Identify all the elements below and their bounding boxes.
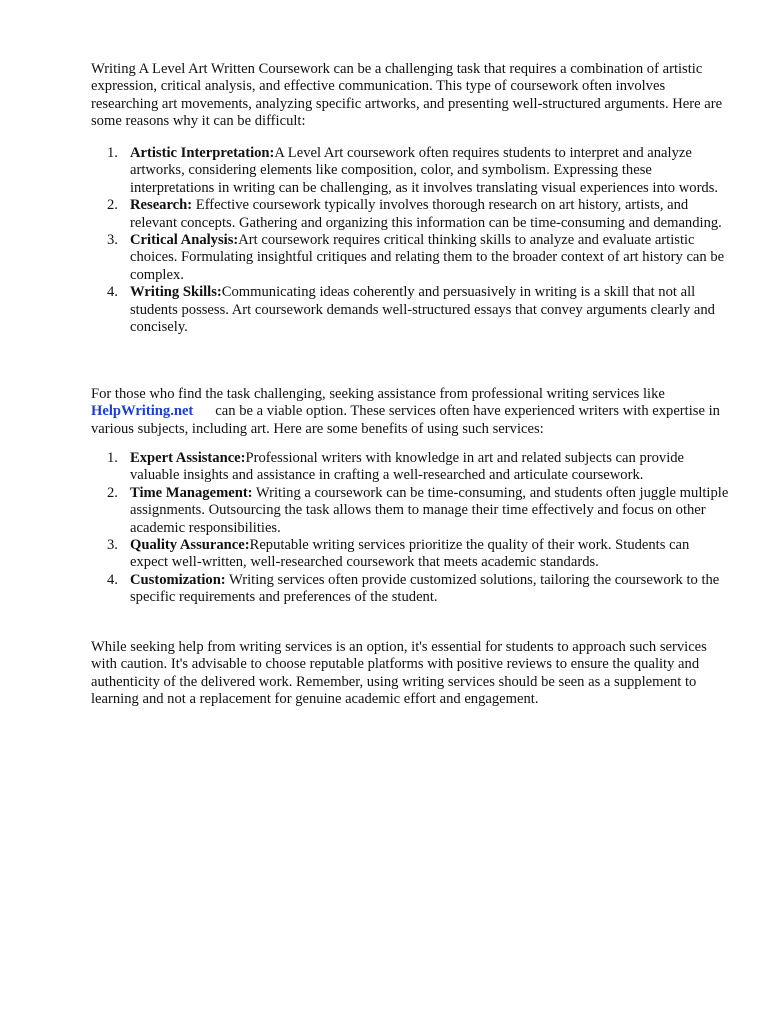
list-item-number: 1. bbox=[107, 145, 118, 161]
assistance-text-before: For those who find the task challenging, seeking assistance from professional writing services like bbox=[91, 386, 665, 402]
list-item-term: Expert Assistance: bbox=[130, 450, 246, 466]
list-item-number: 4. bbox=[107, 571, 118, 588]
list-item-term: Time Management: bbox=[130, 484, 253, 501]
list-item-term: Research: bbox=[130, 197, 193, 214]
list-item bbox=[91, 197, 731, 232]
assistance-paragraph bbox=[91, 386, 731, 438]
list-item bbox=[91, 284, 731, 336]
difficulties-list bbox=[91, 145, 731, 336]
list-item bbox=[91, 485, 731, 537]
list-item bbox=[91, 450, 731, 485]
assistance-text-after: can be a viable option. These services often have experienced writers with expertise in various subjects, including art. Here are some benefits of using such services: bbox=[91, 403, 720, 437]
list-item-text: Writing a coursework can be time-consuming, and students often juggle multiple assignments. Outsourcing the task allows them to manage their time effectively and focus on other academic responsibilities. bbox=[130, 484, 729, 536]
list-item-term: Artistic Interpretation: bbox=[130, 145, 275, 161]
list-item bbox=[91, 232, 731, 284]
list-item bbox=[91, 145, 731, 197]
intro-paragraph: Writing A Level Art Written Coursework can be a challenging task that requires a combination of artistic expression, critical analysis, and effective communication. This type of coursework often involves researching art movements, analyzing specific artworks, and presenting well-structured arguments. Here are some reasons why it can be difficult: bbox=[91, 61, 723, 130]
helpwriting-link[interactable]: HelpWriting.net bbox=[91, 403, 194, 420]
list-item-term: Quality Assurance: bbox=[130, 537, 250, 554]
list-item-text: Reputable writing services prioritize the quality of their work. Students can expect well-written, well-researched coursework that meets academic standards. bbox=[130, 537, 690, 571]
list-item-number: 1. bbox=[107, 450, 118, 466]
list-item-number: 4. bbox=[107, 284, 118, 301]
list-item-text: Art coursework requires critical thinking skills to analyze and evaluate artistic choices. Formulating insightful critiques and relating them to the broader context of art history can be complex. bbox=[130, 232, 725, 283]
benefits-list bbox=[91, 450, 731, 607]
list-item-number: 2. bbox=[107, 484, 118, 501]
list-item-text: Professional writers with knowledge in art and related subjects can provide valuable insights and assistance in crafting a well-researched and articulate coursework. bbox=[130, 450, 685, 484]
conclusion-paragraph: While seeking help from writing services is an option, it's essential for students to approach such services with caution. It's advisable to choose reputable platforms with positive reviews to ensure the quality and authenticity of the delivered work. Remember, using writing services should be seen as a supplement to learning and not a replacement for genuine academic effort and engagement. bbox=[91, 639, 707, 708]
list-item-text: Effective coursework typically involves thorough research on art history, artists, and relevant concepts. Gathering and organizing this information can be time-consuming and demanding. bbox=[130, 197, 722, 231]
list-item-term: Writing Skills: bbox=[130, 284, 222, 301]
list-item-text: Writing services often provide customized solutions, tailoring the coursework to the specific requirements and preferences of the student. bbox=[130, 571, 720, 606]
list-item-text: A Level Art coursework often requires students to interpret and analyze artworks, considering elements like composition, color, and symbolism. Expressing these interpretations in writing can be challenging, as it involves translating visual experiences into words. bbox=[130, 145, 719, 196]
list-item-number: 3. bbox=[107, 232, 118, 249]
list-item-term: Critical Analysis: bbox=[130, 232, 239, 249]
list-item-text: Communicating ideas coherently and persuasively in writing is a skill that not all students possess. Art coursework demands well-structured essays that convey arguments clearly and concisely. bbox=[130, 284, 715, 336]
list-item bbox=[91, 572, 731, 607]
list-item-number: 3. bbox=[107, 537, 118, 554]
list-item bbox=[91, 537, 731, 572]
list-item-number: 2. bbox=[107, 197, 118, 214]
list-item-term: Customization: bbox=[130, 571, 226, 588]
